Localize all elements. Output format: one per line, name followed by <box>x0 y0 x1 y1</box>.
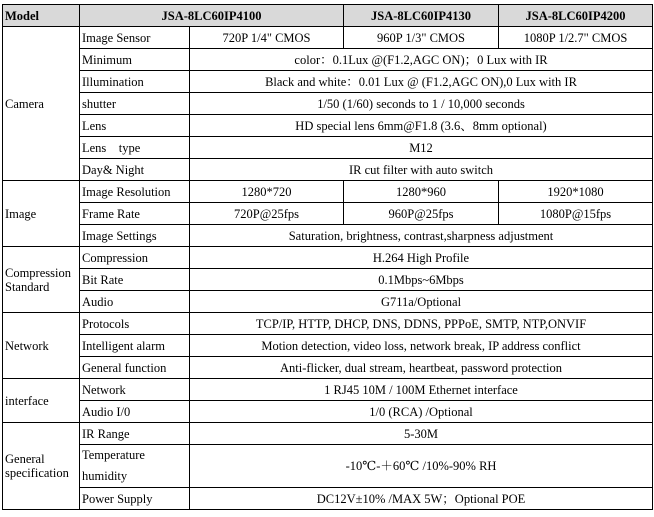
category-image: Image <box>3 181 80 247</box>
feature-label: Power Supply <box>80 488 190 510</box>
row-lens <box>3 115 653 137</box>
row-image-sensor <box>3 27 653 49</box>
value-cell: Black and white：0.01 Lux @ (F1.2,AGC ON),0 Lux with IR <box>190 71 653 93</box>
value-cell: 1 RJ45 10M / 100M Ethernet interface <box>190 379 653 401</box>
feature-label: General function <box>80 357 190 379</box>
row-protocols <box>3 313 653 335</box>
feature-label: IR Range <box>80 423 190 445</box>
value-cell: HD special lens 6mm@F1.8 (3.6、8mm optional) <box>190 115 653 137</box>
row-interface-network <box>3 379 653 401</box>
row-shutter <box>3 93 653 115</box>
row-general-function <box>3 357 653 379</box>
row-image-settings <box>3 225 653 247</box>
value-cell: DC12V±10% /MAX 5W；Optional POE <box>190 488 653 510</box>
row-min-illumination-2 <box>3 71 653 93</box>
feature-label-line: Temperature <box>82 448 145 462</box>
feature-label: Image Resolution <box>80 181 190 203</box>
feature-label: shutter <box>80 93 190 115</box>
value-cell: 1280*720 <box>190 181 344 203</box>
value-cell: 5-30M <box>190 423 653 445</box>
row-frame-rate <box>3 203 653 225</box>
category-general-specification: General specification <box>3 423 80 510</box>
feature-label: Audio <box>80 291 190 313</box>
row-day-night <box>3 159 653 181</box>
row-lens-type <box>3 137 653 159</box>
feature-label: Frame Rate <box>80 203 190 225</box>
category-compression: Compression Standard <box>3 247 80 313</box>
feature-label-temperature-humidity <box>80 445 190 488</box>
value-cell: 1080P@15fps <box>499 203 653 225</box>
category-interface: interface <box>3 379 80 423</box>
category-network: Network <box>3 313 80 379</box>
model-1-header: JSA-8LC60IP4100 <box>80 5 344 27</box>
row-ir-range <box>3 423 653 445</box>
feature-label: Lens type <box>80 137 190 159</box>
model-header: Model <box>3 5 80 27</box>
feature-label: Network <box>80 379 190 401</box>
value-cell: 960P@25fps <box>344 203 499 225</box>
row-bit-rate <box>3 269 653 291</box>
value-cell: 1/0 (RCA) /Optional <box>190 401 653 423</box>
feature-label: Illumination <box>80 71 190 93</box>
row-intelligent-alarm <box>3 335 653 357</box>
value-cell: G711a/Optional <box>190 291 653 313</box>
value-cell: 960P 1/3" CMOS <box>344 27 499 49</box>
row-image-resolution <box>3 181 653 203</box>
row-power-supply <box>3 488 653 510</box>
feature-label: Bit Rate <box>80 269 190 291</box>
value-cell: 1/50 (1/60) seconds to 1 / 10,000 seconds <box>190 93 653 115</box>
value-cell: Motion detection, video loss, network break, IP address conflict <box>190 335 653 357</box>
value-cell: Anti-flicker, dual stream, heartbeat, password protection <box>190 357 653 379</box>
row-temperature-humidity <box>3 445 653 488</box>
feature-label: Image Sensor <box>80 27 190 49</box>
model-3-header: JSA-8LC60IP4200 <box>499 5 653 27</box>
value-cell: M12 <box>190 137 653 159</box>
value-cell: Saturation, brightness, contrast,sharpness adjustment <box>190 225 653 247</box>
row-audio <box>3 291 653 313</box>
feature-label: Intelligent alarm <box>80 335 190 357</box>
value-cell: 720P@25fps <box>190 203 344 225</box>
row-min-illumination-1 <box>3 49 653 71</box>
header-row <box>3 5 653 27</box>
feature-label: Audio I/0 <box>80 401 190 423</box>
value-cell: H.264 High Profile <box>190 247 653 269</box>
feature-label: Compression <box>80 247 190 269</box>
row-compression <box>3 247 653 269</box>
spec-table <box>2 4 653 510</box>
category-camera: Camera <box>3 27 80 181</box>
model-2-header: JSA-8LC60IP4130 <box>344 5 499 27</box>
feature-label: Day& Night <box>80 159 190 181</box>
value-cell: 1920*1080 <box>499 181 653 203</box>
feature-label-line: humidity <box>82 469 128 483</box>
value-cell: 0.1Mbps~6Mbps <box>190 269 653 291</box>
feature-label: Minimum <box>80 49 190 71</box>
value-cell: 1080P 1/2.7" CMOS <box>499 27 653 49</box>
feature-label: Protocols <box>80 313 190 335</box>
value-cell: TCP/IP, HTTP, DHCP, DNS, DDNS, PPPoE, SMTP, NTP,ONVIF <box>190 313 653 335</box>
feature-label: Image Settings <box>80 225 190 247</box>
value-cell: 1280*960 <box>344 181 499 203</box>
value-cell: color：0.1Lux @(F1.2,AGC ON)；0 Lux with IR <box>190 49 653 71</box>
value-cell: 720P 1/4" CMOS <box>190 27 344 49</box>
row-audio-io <box>3 401 653 423</box>
value-cell: IR cut filter with auto switch <box>190 159 653 181</box>
value-cell: -10℃-＋60℃ /10%-90% RH <box>190 445 653 488</box>
feature-label: Lens <box>80 115 190 137</box>
